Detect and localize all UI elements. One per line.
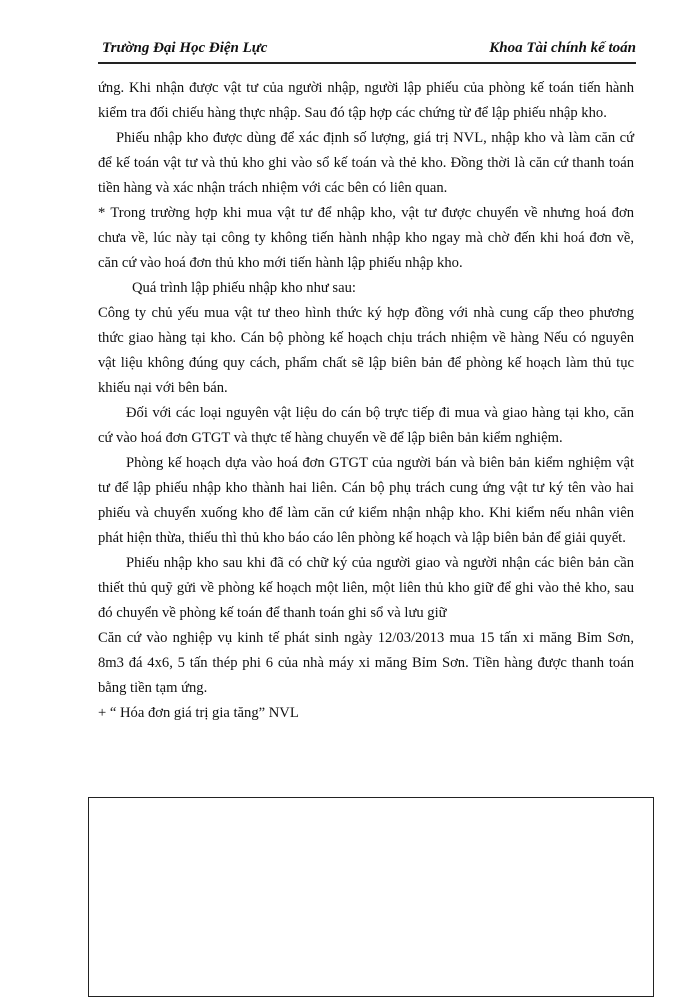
paragraph-continuation: ứng. Khi nhận được vật tư của người nhập, người lập phiếu của phòng kế toán tiến hành kiểm tra đối chiếu hàng thực nhập. Sau đó tập hợp các chứng từ để lập phiếu nhập kho. (98, 80, 634, 121)
paragraph-planning-dept: Phòng kế hoạch dựa vào hoá đơn GTGT của người bán và biên bản kiểm nghiệm vật tư để lập phiếu nhập kho thành hai liên. Cán bộ phụ trách cung ứng vật tư ký tên vào hai phiếu và chuyển xuống kho để làm căn cứ kiểm nhận nhập kho. Khi kiểm nếu nhân viên phát hiện thừa, thiếu thì thủ kho báo cáo lên phòng kế hoạch và lập biên bản để giải quyết. (98, 455, 634, 546)
header-department: Khoa Tài chính kế toán (489, 40, 636, 56)
paragraph-note: * Trong trường hợp khi mua vật tư để nhập kho, vật tư được chuyển về nhưng hoá đơn chưa về, lúc này tại công ty không tiến hành nhập kho ngay mà chờ đến khi hoá đơn về, căn cứ vào hoá đơn thủ kho mới tiến hành lập phiếu nhập kho. (98, 205, 634, 271)
paragraph-process-heading: Quá trình lập phiếu nhập kho như sau: (132, 280, 356, 296)
paragraph-contract: Công ty chủ yếu mua vật tư theo hình thức ký hợp đồng với nhà cung cấp theo phương thức giao hàng tại kho. Cán bộ phòng kế hoạch chịu trách nhiệm về hàng Nếu có nguyên vật liệu không đúng quy cách, phẩm chất sẽ lập biên bản để phòng kế hoạch làm thủ tục khiếu nại với bên bán. (98, 305, 634, 396)
paragraph-transaction: Căn cứ vào nghiệp vụ kinh tế phát sinh ngày 12/03/2013 mua 15 tấn xi măng Bỉm Sơn, 8m3 đá 4x6, 5 tấn thép phi 6 của nhà máy xi măng Bỉm Sơn. Tiền hàng được thanh toán bằng tiền tạm ứng. (98, 630, 634, 696)
paragraph-signatures: Phiếu nhập kho sau khi đã có chữ ký của người giao và người nhận các biên bản cần thiết thủ quỹ gửi về phòng kế hoạch một liên, một liên thủ kho giữ để ghi vào thẻ kho, sau đó chuyển về phòng kế toán để thanh toán ghi sổ và lưu giữ (98, 555, 634, 621)
invoice-frame (88, 797, 654, 997)
document-body (98, 76, 634, 726)
paragraph-direct-purchase: Đối với các loại nguyên vật liệu do cán bộ trực tiếp đi mua và giao hàng tại kho, căn cứ vào hoá đơn GTGT và thực tế hàng chuyển về để lập biên bản kiểm nghiệm. (98, 405, 634, 446)
paragraph-purpose: Phiếu nhập kho được dùng để xác định số lượng, giá trị NVL, nhập kho và làm căn cứ để kế toán vật tư và thủ kho ghi vào sổ kế toán và thẻ kho. Đồng thời là căn cứ thanh toán tiền hàng và xác nhận trách nhiệm với các bên có liên quan. (98, 130, 634, 196)
header-school-name: Trường Đại Học Điện Lực (102, 40, 268, 56)
page-header (98, 36, 636, 64)
paragraph-invoice-label: + “ Hóa đơn giá trị gia tăng” NVL (98, 705, 299, 721)
